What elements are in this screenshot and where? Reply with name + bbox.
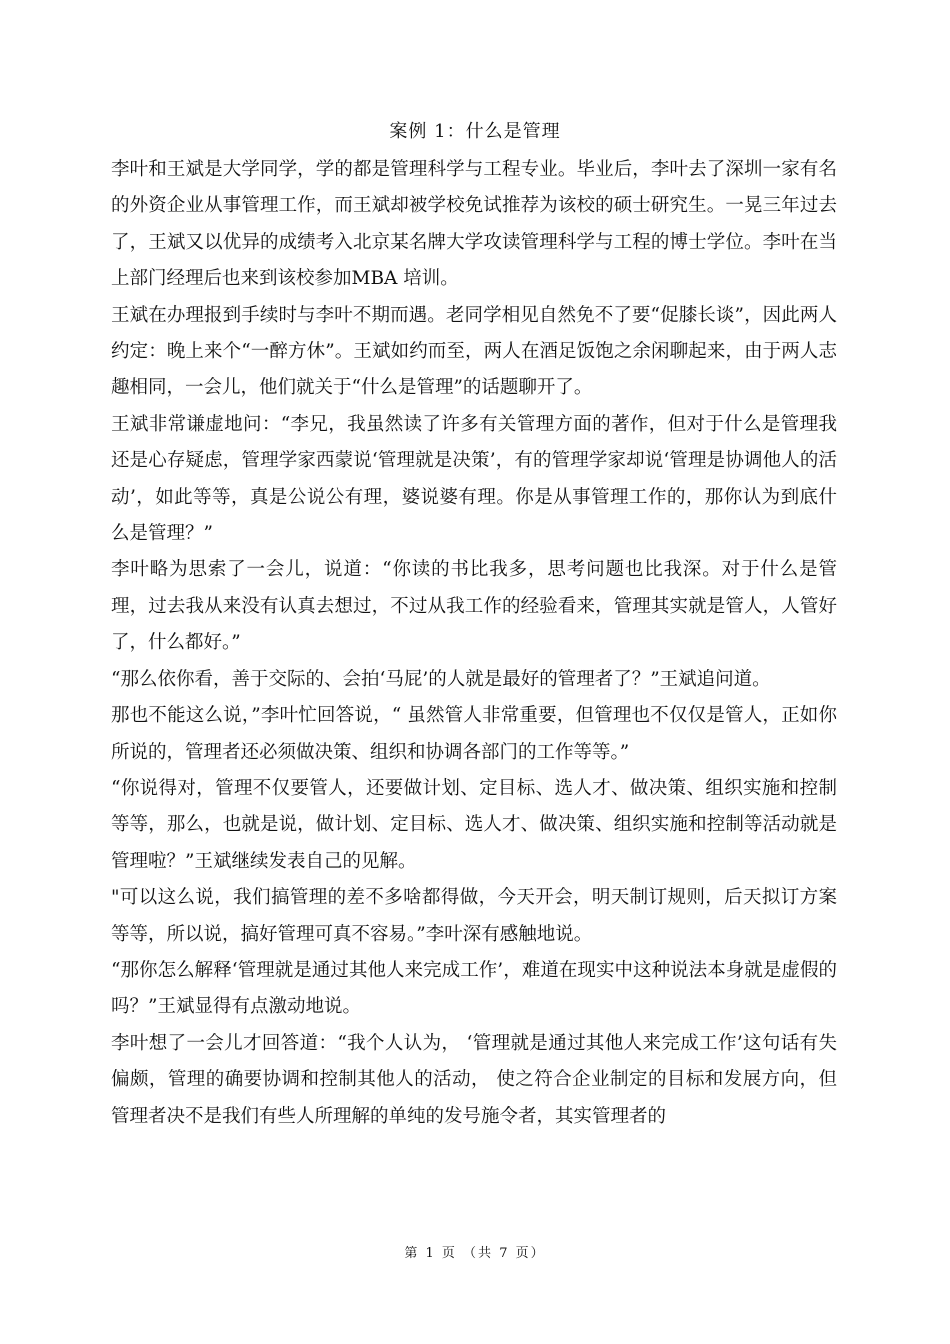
document-body [111, 152, 837, 1135]
paragraph-2: 王斌在办理报到手续时与李叶不期而遇。老同学相见自然免不了要“促膝长谈”，因此两人约定：晚上来个“一醉方休”。王斌如约而至，两人在酒足饭饱之余闲聊起来，由于两人志趣相同，一会儿，他们就关于“什么是管理”的话题聊开了。 [111, 304, 837, 399]
paragraph-4: 李叶略为思索了一会儿，说道：“你读的书比我多，思考问题也比我深。对于什么是管理，过去我从来没有认真去想过，不过从我工作的经验看来，管理其实就是管人，人管好了，什么都好。” [111, 559, 837, 654]
paragraph-8: "可以这么说，我们搞管理的差不多啥都得做，今天开会，明天制订规则，后天拟订方案等等，所以说，搞好管理可真不容易。”李叶深有感触地说。 [111, 887, 837, 945]
case-title: 案例 1：什么是管理 [389, 121, 561, 142]
paragraph-10: 李叶想了一会儿才回答道：“我个人认为， ‘管理就是通过其他人来完成工作’这句话有失偏颇，管理的确要协调和控制其他人的活动， 使之符合企业制定的目标和发展方向，但管理者决不是我们有些人所理解的单纯的发号施令者，其实管理者的 [111, 1032, 837, 1127]
paragraph-9: “那你怎么解释‘管理就是通过其他人来完成工作’，难道在现实中这种说法本身就是虚假的吗？”王斌显得有点激动地说。 [111, 959, 837, 1018]
paragraph-6: 那也不能这么说，”李叶忙回答说，“ 虽然管人非常重要，但管理也不仅仅是管人，正如你所说的，管理者还必须做决策、组织和协调各部门的工作等等。” [111, 705, 837, 763]
paragraph-5: “那么依你看，善于交际的、会拍‘马屁’的人就是最好的管理者了？”王斌追问道。 [111, 668, 771, 690]
paragraph-3: 王斌非常谦虚地问：“李兄，我虽然读了许多有关管理方面的著作，但对于什么是管理我还是心存疑虑，管理学家西蒙说‘管理就是决策’，有的管理学家却说‘管理是协调他人的活动’，如此等等，真是公说公有理，婆说婆有理。你是从事管理工作的，那你认为到底什么是管理？” [111, 413, 837, 545]
paragraph-1: 李叶和王斌是大学同学，学的都是管理科学与工程专业。毕业后，李叶去了深圳一家有名的外资企业从事管理工作，而王斌却被学校免试推荐为该校的硕士研究生。一晃三年过去了，王斌又以优异的成绩考入北京某名牌大学攻读管理科学与工程的博士学位。李叶在当上部门经理后也来到该校参加MBA 培训。 [111, 159, 837, 290]
page-footer: 第 1 页 （共 7 页） [404, 1246, 546, 1261]
paragraph-7: “你说得对，管理不仅要管人，还要做计划、定目标、选人才、做决策、组织实施和控制等等，那么，也就是说，做计划、定目标、选人才、做决策、组织实施和控制等活动就是管理啦？”王斌继续发表自己的见解。 [111, 777, 837, 872]
